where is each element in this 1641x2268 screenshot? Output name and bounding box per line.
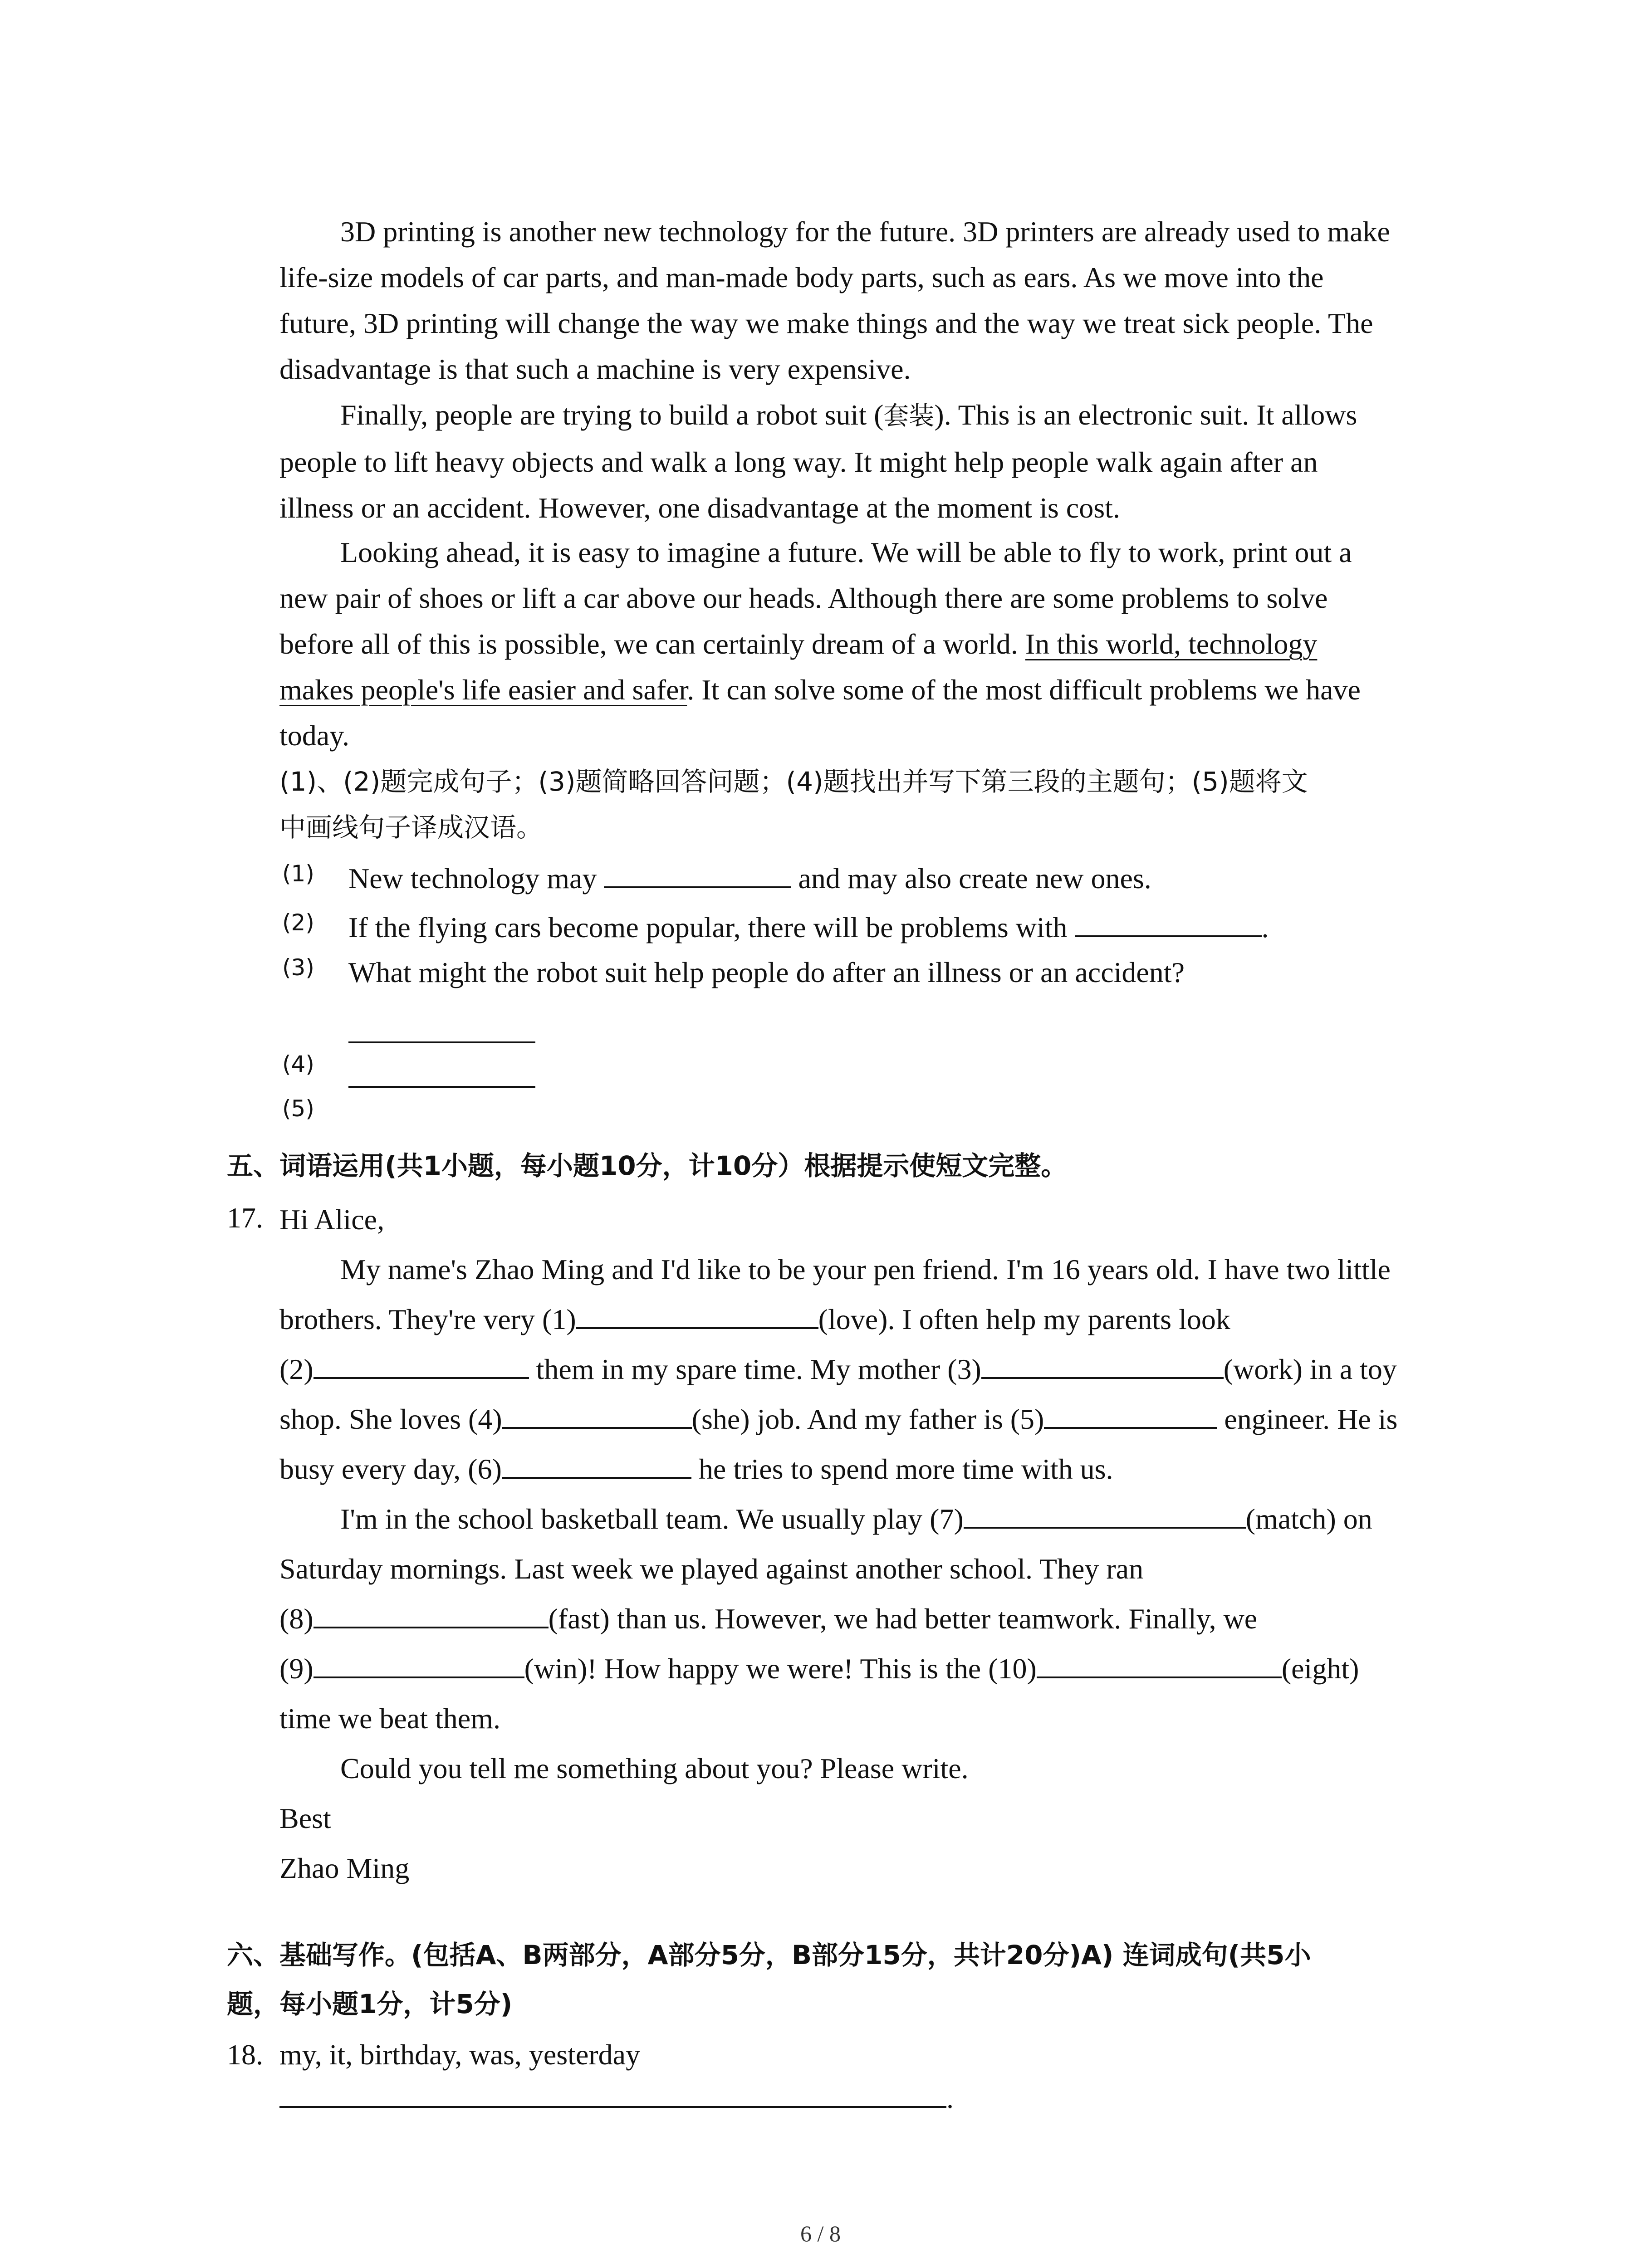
sentence-answer-line [279, 2075, 954, 2121]
sub-question-number: (1) [282, 860, 314, 887]
letter-line: time we beat them. [279, 1702, 500, 1735]
answer-blank[interactable] [279, 2077, 946, 2108]
letter-cloze [279, 1195, 1450, 1893]
answer-blank[interactable] [604, 857, 791, 888]
heading-line: 题，每小题1分，计5分) [227, 1989, 513, 2019]
letter-line [279, 1394, 1450, 1444]
underlined-sentence: makes people's life easier and safer [279, 674, 687, 706]
passage-line: new pair of shoes or lift a car above our heads. Although there are some problems to solve [279, 582, 1328, 614]
passage-line: 3D printing is another new technology for the future. 3D printers are already used to make [340, 215, 1390, 248]
letter-text: brothers. They're very (1) [279, 1303, 576, 1335]
cloze-blank-9[interactable] [314, 1647, 524, 1678]
cloze-blank-10[interactable] [1037, 1647, 1282, 1678]
sub-question-1 [348, 855, 1151, 901]
letter-line [279, 1494, 1450, 1544]
question-instructions [279, 759, 1450, 850]
passage-line: today. [279, 719, 350, 752]
answer-blank[interactable] [1075, 906, 1262, 937]
passage-line [279, 392, 1450, 439]
letter-text: (match) on [1245, 1503, 1372, 1535]
letter-line: Could you tell me something about you? Please write. [340, 1752, 969, 1784]
letter-signature: Zhao Ming [279, 1852, 410, 1884]
passage-line: Looking ahead, it is easy to imagine a future. We will be able to fly to work, print out a [340, 536, 1352, 568]
letter-text: busy every day, (6) [279, 1453, 502, 1485]
question-number-17: 17. [227, 1202, 263, 1234]
cloze-blank-7[interactable] [964, 1498, 1246, 1529]
passage-text: Finally, people are trying to build a robot suit ( [340, 399, 884, 431]
letter-greeting: Hi Alice, [279, 1203, 385, 1236]
letter-line: Saturday mornings. Last week we played against another school. They ran [279, 1553, 1144, 1585]
passage-line: people to lift heavy objects and walk a long way. It might help people walk again after an [279, 446, 1318, 478]
section-5-heading: 五、词语运用(共1小题，每小题10分，计10分）根据提示使短文完整。 [227, 1150, 1068, 1181]
question-text: . [1261, 911, 1269, 943]
passage-line: illness or an accident. However, one disadvantage at the moment is cost. [279, 492, 1120, 524]
section-6-heading [227, 1931, 1311, 2028]
question-text: and may also create new ones. [791, 862, 1151, 894]
letter-line [279, 1344, 1450, 1394]
letter-text: he tries to spend more time with us. [691, 1453, 1113, 1485]
heading-line: 六、基础写作。(包括A、B两部分，A部分5分，B部分15分，共计20分)A) 连词成句(共5小 [227, 1940, 1311, 1970]
passage-line [279, 667, 1450, 713]
passage-line: life-size models of car parts, and man-made body parts, such as ears. As we move into the [279, 261, 1324, 293]
letter-line [279, 1295, 1450, 1344]
letter-text: (work) in a toy [1223, 1353, 1397, 1385]
cloze-blank-3[interactable] [981, 1348, 1224, 1379]
letter-text: (8) [279, 1603, 314, 1635]
page-number: 6 / 8 [800, 2221, 841, 2246]
cloze-blank-2[interactable] [314, 1348, 529, 1379]
answer-blank[interactable] [348, 1041, 535, 1043]
letter-line [279, 1594, 1450, 1644]
letter-text: engineer. He is [1217, 1403, 1398, 1435]
answer-blank[interactable] [348, 1086, 535, 1088]
letter-text: (win)! How happy we were! This is the (10) [524, 1652, 1037, 1685]
cloze-blank-1[interactable] [576, 1298, 818, 1329]
instruction-line: (1)、(2)题完成句子；(3)题简略回答问题；(4)题找出并写下第三段的主题句；(5)题将文 [279, 766, 1308, 797]
letter-line [279, 1444, 1450, 1494]
letter-text: (fast) than us. However, we had better teamwork. Finally, we [548, 1603, 1258, 1635]
end-mark: . [946, 2082, 954, 2114]
passage-text: ). This is an electronic suit. It allows [934, 399, 1357, 431]
letter-text: (she) job. And my father is (5) [691, 1403, 1044, 1435]
question-text: If the flying cars become popular, there will be problems with [348, 911, 1075, 943]
letter-closing: Best [279, 1802, 331, 1834]
letter-line: My name's Zhao Ming and I'd like to be your pen friend. I'm 16 years old. I have two little [340, 1253, 1391, 1286]
letter-text: (eight) [1281, 1652, 1359, 1685]
question-text: New technology may [348, 862, 604, 894]
sub-question-number: (4) [282, 1051, 314, 1077]
chinese-gloss: 套装 [883, 401, 935, 431]
sub-question-number: (2) [282, 909, 314, 936]
letter-text: them in my spare time. My mother (3) [529, 1353, 981, 1385]
cloze-blank-4[interactable] [502, 1398, 692, 1429]
cloze-blank-8[interactable] [314, 1598, 549, 1628]
letter-text: shop. She loves (4) [279, 1403, 502, 1435]
passage-line: disadvantage is that such a machine is very expensive. [279, 353, 911, 385]
letter-line [279, 1644, 1450, 1694]
cloze-blank-5[interactable] [1044, 1398, 1217, 1429]
letter-text: (love). I often help my parents look [818, 1303, 1230, 1335]
passage-line: future, 3D printing will change the way we make things and the way we treat sick people. The [279, 307, 1373, 339]
passage-paragraph-2 [279, 392, 1450, 531]
passage-paragraph-3 [279, 529, 1450, 758]
instruction-line: 中画线句子译成汉语。 [279, 812, 543, 843]
letter-text: I'm in the school basketball team. We usually play (7) [340, 1503, 964, 1535]
passage-text: . It can solve some of the most difficult problems we have [687, 674, 1361, 706]
letter-text: (9) [279, 1652, 314, 1685]
passage-text: before all of this is possible, we can certainly dream of a world. [279, 628, 1025, 660]
sub-question-number: (3) [282, 954, 314, 981]
passage-paragraph-1 [279, 209, 1450, 392]
scrambled-words: my, it, birthday, was, yesterday [279, 2038, 641, 2071]
sub-question-number: (5) [282, 1095, 314, 1122]
question-number-18: 18. [227, 2038, 263, 2071]
cloze-blank-6[interactable] [502, 1448, 691, 1479]
underlined-sentence: In this world, technology [1025, 628, 1318, 660]
passage-line [279, 621, 1450, 667]
letter-text: (2) [279, 1353, 314, 1385]
sub-question-2 [348, 904, 1269, 950]
sub-question-3: What might the robot suit help people do after an illness or an accident? [348, 956, 1185, 988]
